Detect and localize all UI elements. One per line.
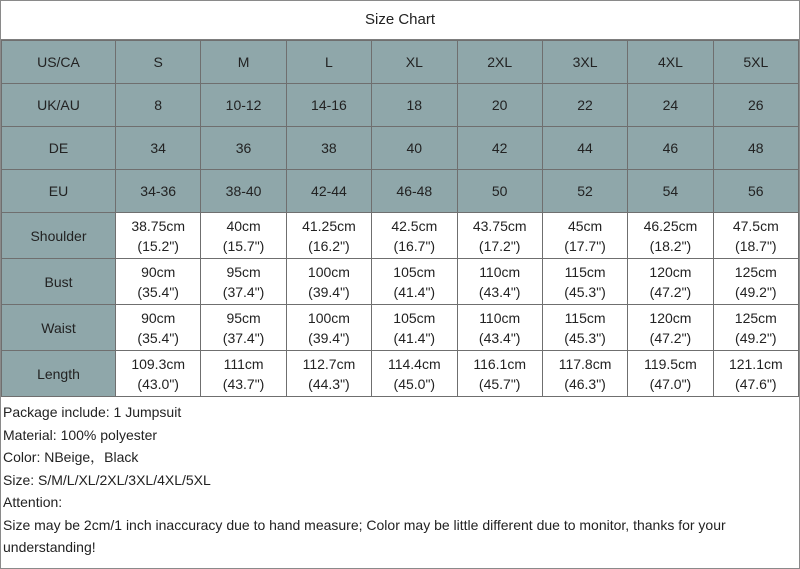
note-line: Attention: [3,494,63,510]
cm-value: 115cm [564,309,606,326]
inch-value: (16.2") [308,237,350,254]
measurement-cell [457,259,542,305]
measurement-cell [713,213,798,259]
measurement-cell [286,213,371,259]
size-cell: 56 [713,170,798,213]
cm-value: 125cm [734,309,777,326]
measurement-cell [372,351,457,397]
size-cell: 26 [713,84,798,127]
size-cell: 50 [457,170,542,213]
inch-value: (49.2") [735,283,777,300]
inch-value: (49.2") [735,329,777,346]
size-cell: XL [372,41,457,84]
row-label: DE [2,127,116,170]
size-cell: 34 [116,127,201,170]
measurement-cell [628,305,713,351]
row-label: UK/AU [2,84,116,127]
measurement-cell [286,259,371,305]
measurement-cell [372,259,457,305]
size-cell: 54 [628,170,713,213]
measurement-cell [542,305,627,351]
note-line: Material: 100% polyester [3,426,158,443]
size-cell: 36 [201,127,286,170]
size-cell: 2XL [457,41,542,84]
cm-value: 45cm [567,217,603,234]
inch-value: (46.3") [564,375,606,392]
size-cell: 40 [372,127,457,170]
product-notes [1,397,799,559]
measurement-cell [201,213,286,259]
size-table [1,40,799,397]
inch-value: (47.2") [649,283,692,300]
inch-value: (15.7") [222,237,265,254]
cm-value: 116.1cm [473,355,527,372]
row-label: Length [2,351,116,397]
inch-value: (41.4") [393,283,436,300]
measurement-cell [372,305,457,351]
row-label: Bust [2,259,116,305]
cm-value: 111cm [223,355,264,372]
measurement-cell [116,305,201,351]
size-cell: 42 [457,127,542,170]
inch-value: (43.4") [478,329,521,346]
inch-value: (41.4") [393,329,436,346]
size-cell: 46 [628,127,713,170]
inch-value: (35.4") [137,283,179,300]
cm-value: 120cm [649,263,692,280]
cm-value: 115cm [564,263,606,280]
measurement-cell [628,213,713,259]
cm-value: 41.25cm [302,217,356,234]
measurement-cell [457,351,542,397]
measurement-cell [372,213,457,259]
inch-value: (37.4") [222,283,265,300]
cm-value: 112.7cm [302,355,356,372]
size-cell: 52 [542,170,627,213]
inch-value: (39.4") [308,283,350,300]
cm-value: 43.75cm [472,217,527,234]
measurement-cell [116,259,201,305]
measurement-cell [542,351,627,397]
measurement-row [2,351,799,397]
measurement-cell [457,305,542,351]
note-line: Color: NBeige，Black [3,449,139,465]
measurement-cell [201,259,286,305]
chart-title: Size Chart [1,1,799,40]
size-cell: S [116,41,201,84]
size-row [2,41,799,84]
measurement-cell [116,213,201,259]
note-line: Package include: 1 Jumpsuit [3,404,182,420]
size-row [2,170,799,213]
inch-value: (47.2") [649,329,692,346]
inch-value: (43.4") [478,283,521,300]
inch-value: (39.4") [308,329,350,346]
note-line: Size may be 2cm/1 inch inaccuracy due to hand measure; Color may be little different due to monitor, thanks for your understanding! [3,516,726,555]
cm-value: 114.4cm [387,355,441,372]
size-cell: 3XL [542,41,627,84]
inch-value: (43.0") [137,375,179,392]
measurement-cell [116,351,201,397]
cm-value: 117.8cm [558,355,612,372]
measurement-cell [628,259,713,305]
row-label: Shoulder [2,213,116,259]
measurement-cell [713,259,798,305]
inch-value: (17.2") [478,237,521,254]
size-table-body [2,41,799,397]
cm-value: 109.3cm [131,355,186,372]
cm-value: 95cm [226,309,261,326]
row-label: US/CA [2,41,116,84]
measurement-cell [713,305,798,351]
inch-value: (18.7") [735,237,777,254]
size-row [2,127,799,170]
cm-value: 47.5cm [732,217,779,234]
size-cell: 20 [457,84,542,127]
cm-value: 120cm [649,309,692,326]
inch-value: (18.2") [649,237,692,254]
inch-value: (43.7") [222,375,265,392]
size-cell: M [201,41,286,84]
cm-value: 46.25cm [643,217,698,234]
row-label: EU [2,170,116,213]
inch-value: (45.7") [478,375,521,392]
cm-value: 38.75cm [131,217,186,234]
size-cell: 46-48 [372,170,457,213]
cm-value: 90cm [141,263,176,280]
size-cell: 5XL [713,41,798,84]
size-cell: 24 [628,84,713,127]
size-cell: 34-36 [116,170,201,213]
measurement-cell [713,351,798,397]
measurement-cell [201,305,286,351]
inch-value: (45.3") [564,329,606,346]
size-cell: 38-40 [201,170,286,213]
cm-value: 119.5cm [644,355,697,372]
cm-value: 105cm [393,263,436,280]
cm-value: 110cm [479,263,521,280]
size-row [2,84,799,127]
size-cell: 8 [116,84,201,127]
measurement-cell [286,351,371,397]
measurement-cell [542,213,627,259]
cm-value: 100cm [307,309,350,326]
inch-value: (35.4") [137,329,179,346]
measurement-row [2,259,799,305]
inch-value: (45.0") [393,375,436,392]
measurement-row [2,213,799,259]
note-line: Size: S/M/L/XL/2XL/3XL/4XL/5XL [3,471,211,488]
inch-value: (16.7") [393,237,436,254]
size-cell: 14-16 [286,84,371,127]
size-cell: 42-44 [286,170,371,213]
cm-value: 42.5cm [391,217,438,234]
measurement-cell [457,213,542,259]
cm-value: 105cm [393,309,436,326]
cm-value: 110cm [479,309,521,326]
inch-value: (17.7") [564,237,606,254]
cm-value: 121.1cm [728,355,783,372]
size-cell: 10-12 [201,84,286,127]
row-label: Waist [2,305,116,351]
measurement-cell [286,305,371,351]
cm-value: 125cm [734,263,777,280]
cm-value: 100cm [307,263,350,280]
inch-value: (37.4") [222,329,265,346]
inch-value: (47.0") [649,375,692,392]
size-cell: 4XL [628,41,713,84]
inch-value: (15.2") [137,237,179,254]
cm-value: 40cm [226,217,261,234]
measurement-cell [628,351,713,397]
inch-value: (47.6") [735,375,777,392]
size-cell: L [286,41,371,84]
size-cell: 38 [286,127,371,170]
inch-value: (45.3") [564,283,606,300]
size-cell: 22 [542,84,627,127]
cm-value: 90cm [141,309,176,326]
size-cell: 44 [542,127,627,170]
measurement-cell [542,259,627,305]
cm-value: 95cm [226,263,261,280]
measurement-cell [201,351,286,397]
measurement-row [2,305,799,351]
size-cell: 18 [372,84,457,127]
size-cell: 48 [713,127,798,170]
inch-value: (44.3") [308,375,350,392]
